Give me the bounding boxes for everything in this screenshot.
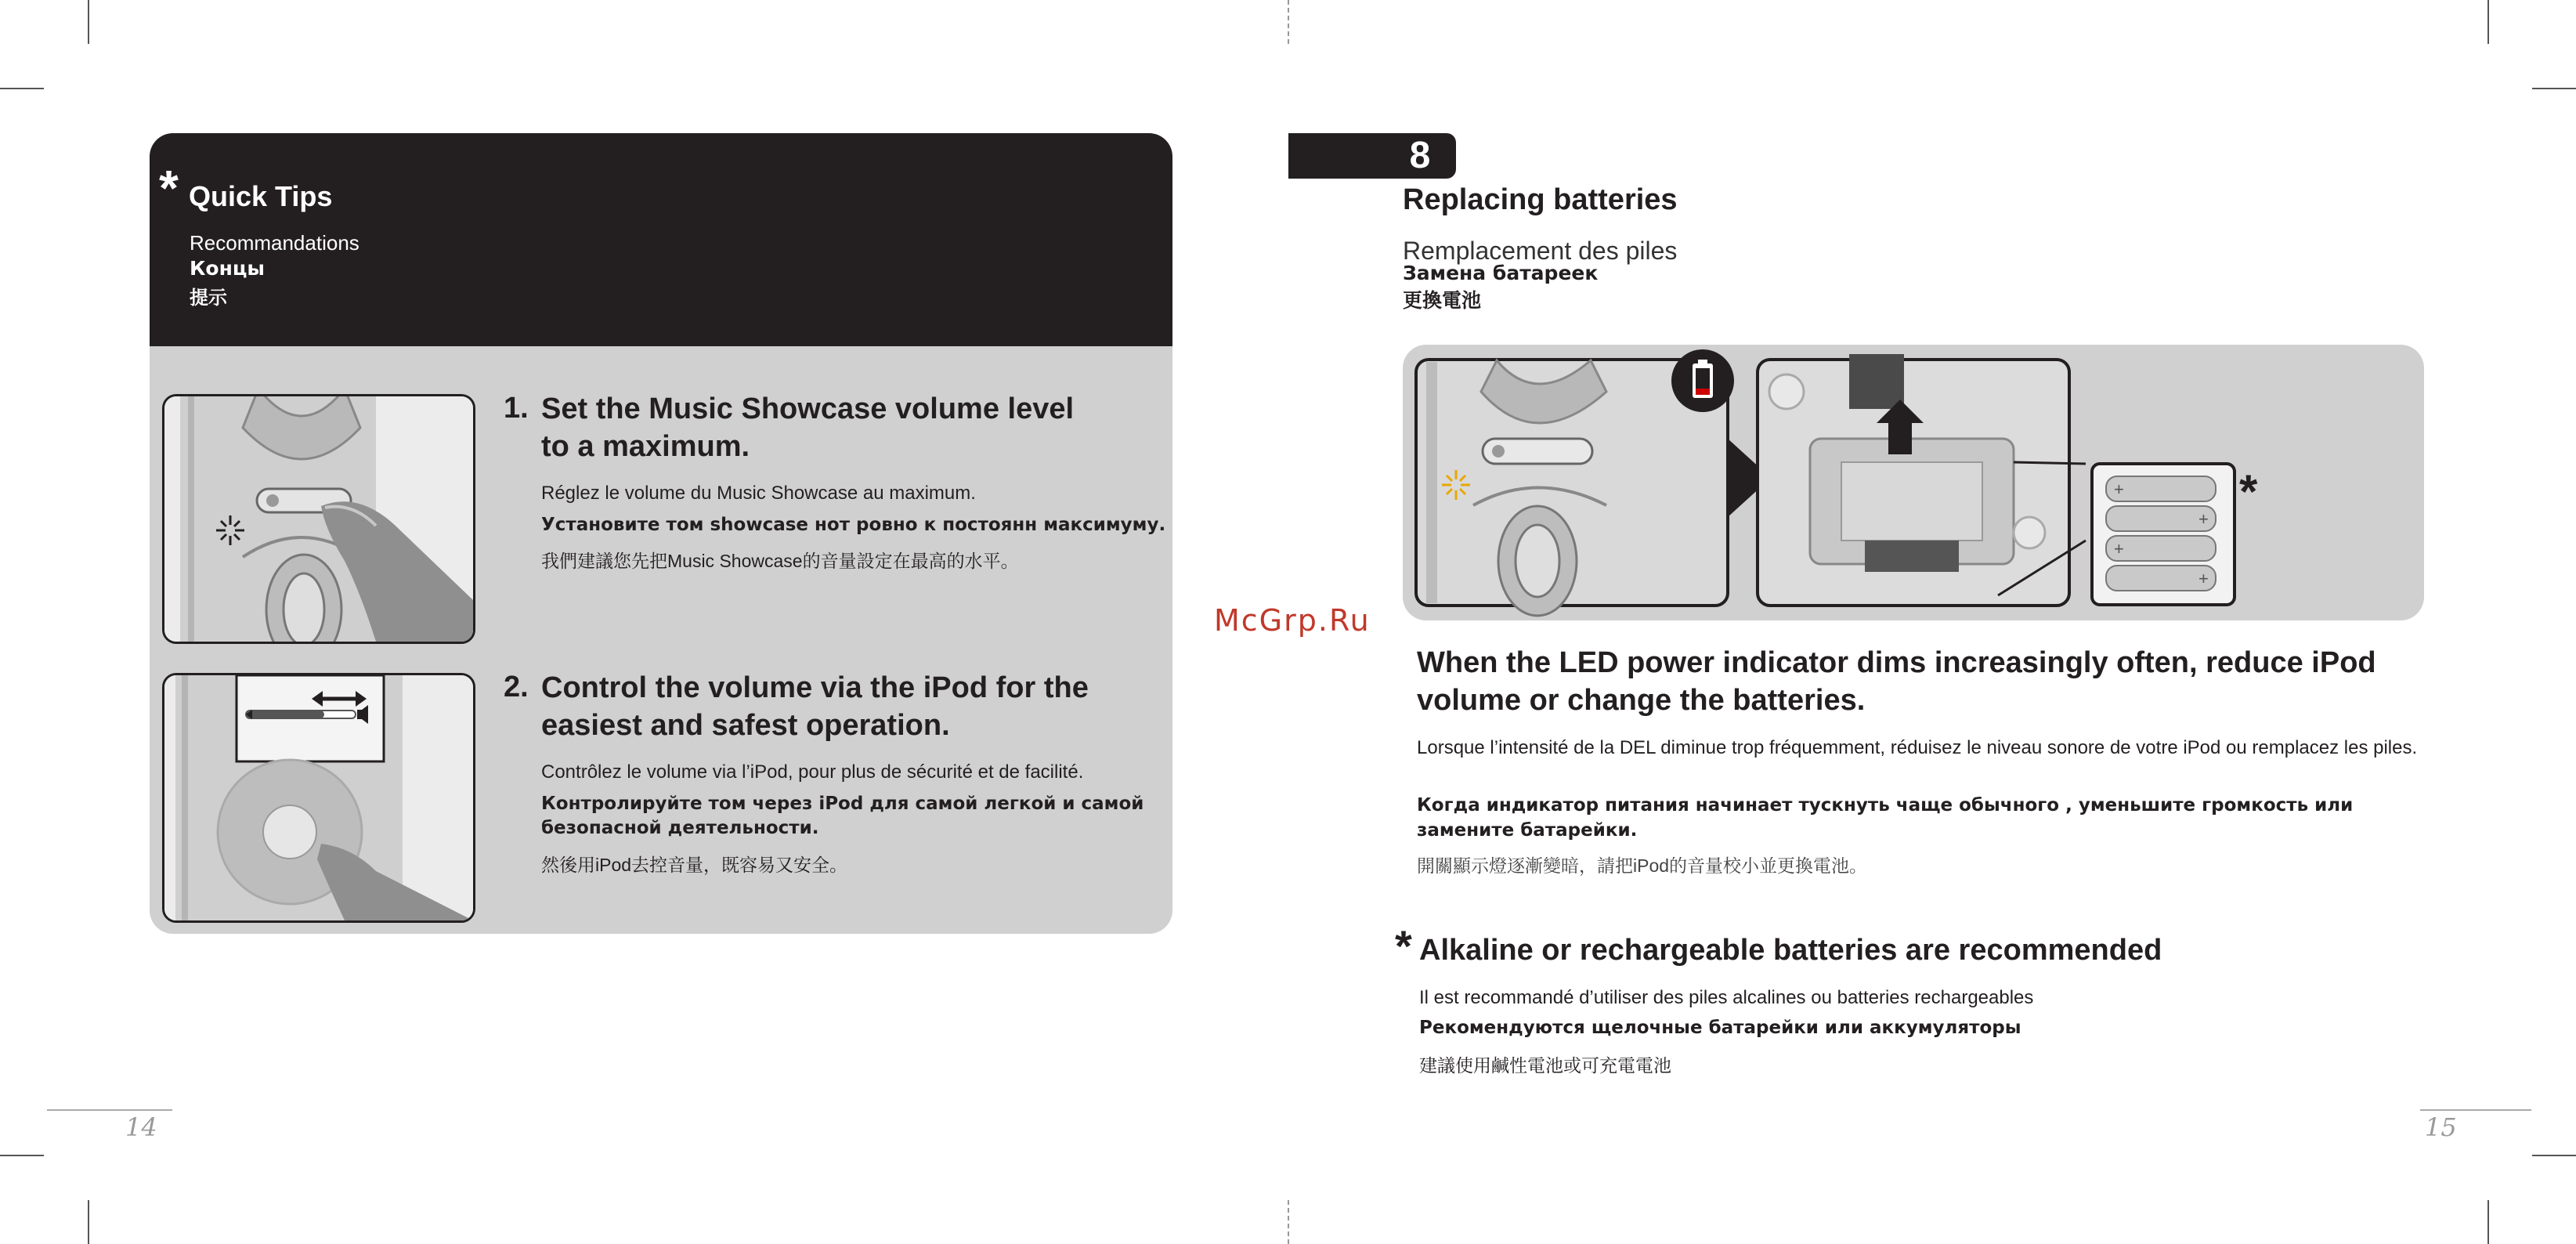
crop-mark [2532, 1155, 2576, 1156]
led-text-zh: 開關顯示燈逐漸變暗，請把iPod的音量校小並更換電池。 [1417, 855, 1868, 876]
alkaline-title: Alkaline or rechargeable batteries are recommended [1419, 934, 2162, 967]
step1-number: 1. [504, 392, 529, 425]
quick-tips-card [150, 133, 1172, 934]
step1-title-line1: Set the Music Showcase volume level [541, 392, 1075, 425]
batteries-icon [2092, 464, 2235, 605]
step2-number: 2. [504, 671, 529, 703]
led-title-line2: volume or change the batteries. [1417, 684, 1866, 717]
crop-mark [0, 88, 44, 89]
crop-mark [2487, 0, 2489, 44]
led-title [1417, 644, 2419, 719]
step1-text-fr: Réglez le volume du Music Showcase au maximum. [541, 483, 976, 504]
quick-tips-header [150, 133, 1172, 346]
page-number-left: 14 [125, 1112, 157, 1142]
svg-text:+: + [2198, 509, 2209, 529]
section-title-zh: 更換電池 [1403, 290, 1482, 312]
fold-mark [1288, 0, 1289, 44]
section-title-fr: Remplacement des piles [1403, 237, 1678, 265]
section-number: 8 [1409, 135, 1431, 176]
quick-tips-sub-ru: Концы [190, 257, 266, 280]
page-number-rule [47, 1109, 172, 1111]
step1-illustration [162, 394, 475, 644]
fold-mark [1288, 1200, 1289, 1244]
quick-tips-sub-fr: Recommandations [190, 231, 359, 255]
watermark: McGrp.Ru [1214, 603, 1371, 638]
step2-title-line1: Control the volume via the iPod for the [541, 671, 1089, 704]
alkaline-text-ru: Рекомендуются щелочные батарейки или аккумуляторы [1419, 1018, 2021, 1038]
step2-text-ru-line2: безопасной деятельности. [541, 818, 819, 838]
step1-text-ru: Установите том showcase нот ровно к постоянн максимуму. [541, 515, 1166, 535]
step2-text-ru-line1: Контролируйте том через iPod для самой легкой и самой [541, 794, 1144, 814]
svg-text:+: + [2114, 479, 2124, 499]
step1-text-zh: 我們建議您先把Music Showcase的音量設定在最高的水平。 [541, 551, 1019, 571]
crop-mark [88, 0, 89, 44]
svg-text:+: + [2198, 569, 2209, 588]
crop-mark [2532, 88, 2576, 89]
page-number-rule [2420, 1109, 2531, 1111]
alkaline-text-zh: 建議使用鹹性電池或可充電電池 [1419, 1055, 1671, 1076]
step2-illustration [162, 673, 475, 923]
crop-mark [88, 1200, 89, 1244]
led-title-line1: When the LED power indicator dims increasingly often, reduce iPod [1417, 646, 2376, 679]
crop-mark [2487, 1200, 2489, 1244]
quick-tips-sub-zh: 提示 [190, 287, 227, 309]
section-title: Replacing batteries [1403, 183, 1678, 216]
alkaline-star-icon: * [1395, 921, 1412, 971]
star-icon: * [159, 160, 179, 216]
section-title-ru: Замена батареек [1403, 262, 1599, 284]
led-text-fr: Lorsque l’intensité de la DEL diminue trop fréquemment, réduisez le niveau sonore de votre iPod ou remplacez les piles. [1417, 737, 2418, 758]
step1-title-line2: to a maximum. [541, 430, 750, 463]
battery-star: * [2239, 465, 2258, 518]
battery-illustration [1403, 345, 2424, 620]
page-number-right: 15 [2425, 1112, 2457, 1142]
quick-tips-title: Quick Tips [189, 180, 333, 212]
step2-text-fr: Contrôlez le volume via l’iPod, pour plus de sécurité et de facilité. [541, 761, 1084, 783]
low-battery-icon [1693, 360, 1713, 398]
alkaline-text-fr: Il est recommandé d’utiliser des piles alcalines ou batteries rechargeables [1419, 987, 2034, 1008]
svg-text:+: + [2114, 539, 2124, 559]
led-text-ru: Когда индикатор питания начинает тускнуть чаще обычного , уменьшите громкость или замените батарейки. [1417, 795, 2354, 841]
crop-mark [0, 1155, 44, 1156]
step2-text-zh: 然後用iPod去控音量，既容易又安全。 [541, 855, 848, 875]
step2-title-line2: easiest and safest operation. [541, 709, 950, 742]
battery-illustration-panel [1403, 345, 2424, 620]
